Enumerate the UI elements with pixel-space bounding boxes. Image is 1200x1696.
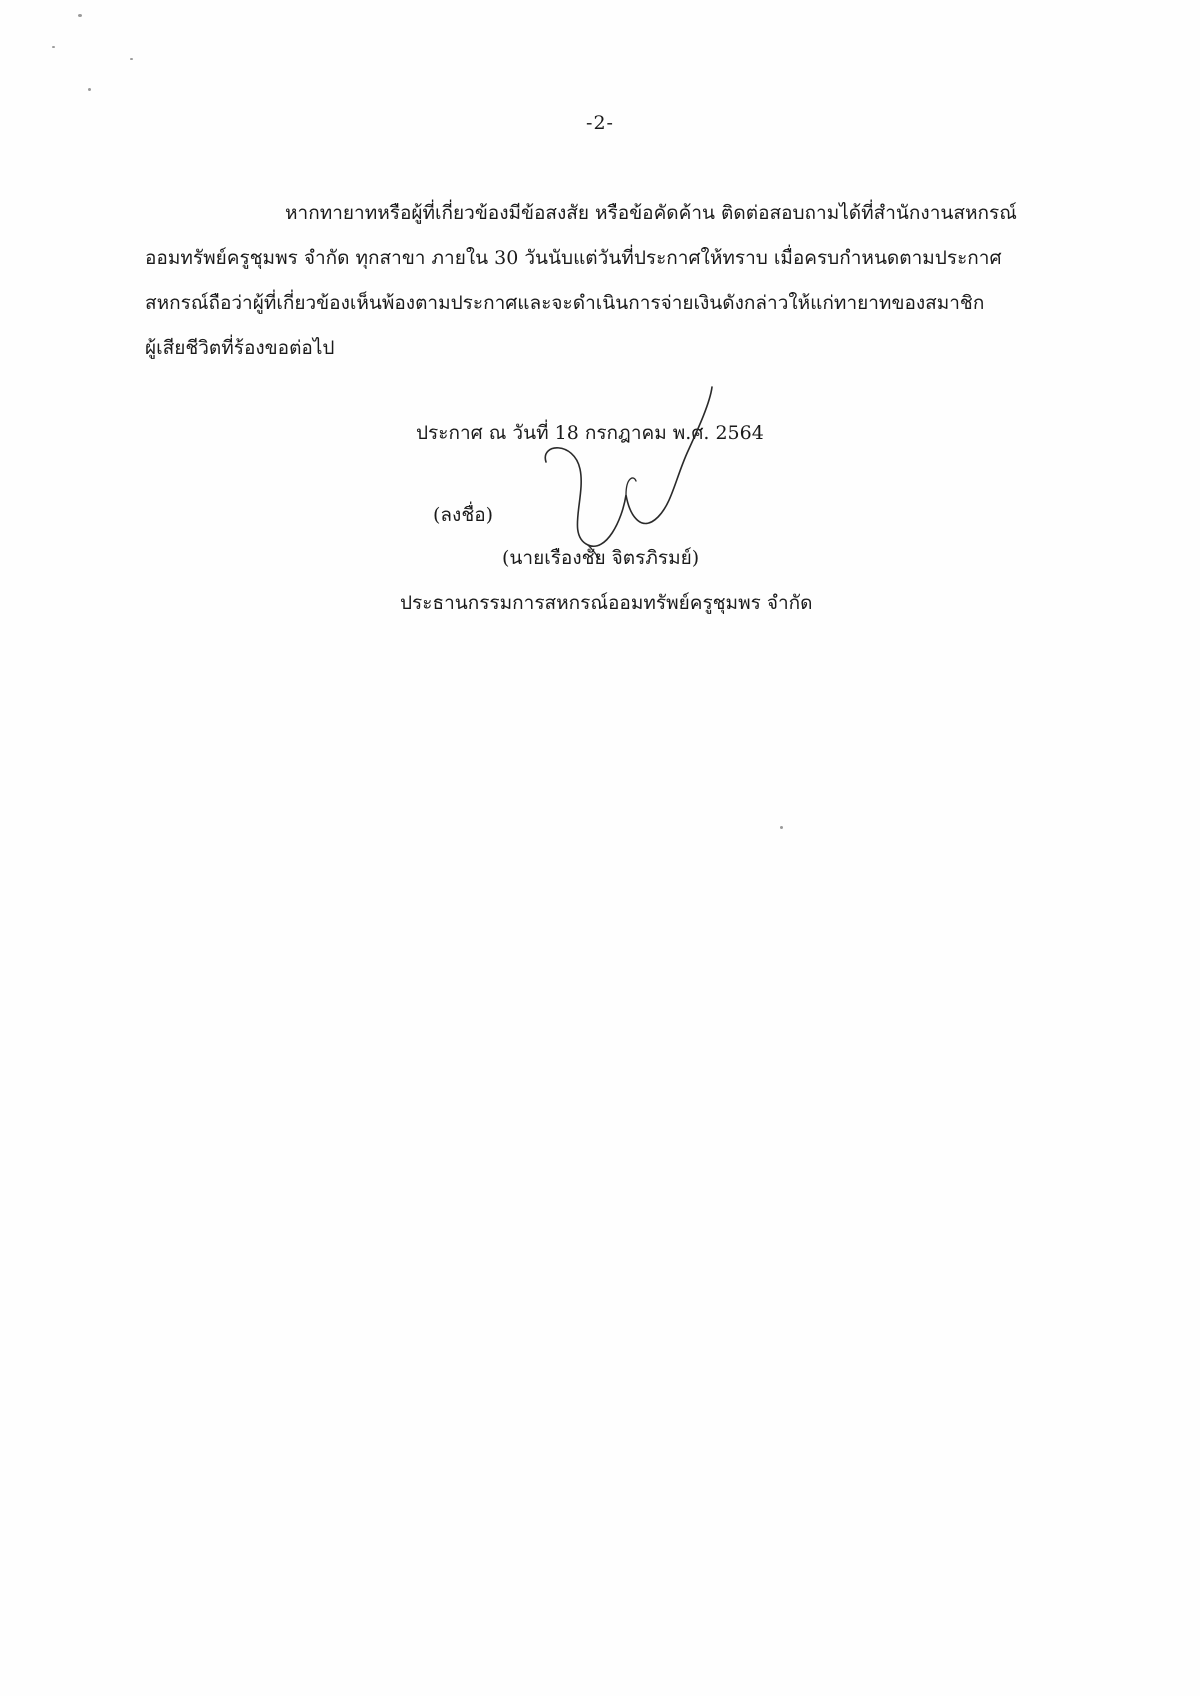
scan-speck (88, 88, 91, 91)
scan-speck (52, 46, 55, 48)
signature-label: (ลงชื่อ) (433, 504, 494, 526)
body-paragraph (145, 198, 1080, 378)
signer-title: ประธานกรรมการสหกรณ์ออมทรัพย์ครูชุมพร จำกัด (400, 592, 813, 614)
scan-speck (78, 14, 82, 17)
scan-speck (130, 58, 133, 60)
paragraph-line: สหกรณ์ถือว่าผู้ที่เกี่ยวข้องเห็นพ้องตามประกาศและจะดำเนินการจ่ายเงินดังกล่าวให้แก่ทายาทของสมาชิก (145, 292, 985, 314)
signer-name: (นายเรืองชัย จิตรภิรมย์) (502, 547, 700, 569)
page-number: -2- (586, 112, 614, 134)
paragraph-line: หากทายาทหรือผู้ที่เกี่ยวข้องมีข้อสงสัย หรือข้อคัดค้าน ติดต่อสอบถามได้ที่สำนักงานสหกรณ์ (285, 202, 1017, 224)
paragraph-line: ออมทรัพย์ครูชุมพร จำกัด ทุกสาขา ภายใน 30 วันนับแต่วันที่ประกาศให้ทราบ เมื่อครบกำหนดตามประกาศ (145, 247, 1002, 269)
handwritten-signature (540, 385, 760, 560)
paragraph-line: ผู้เสียชีวิตที่ร้องขอต่อไป (145, 337, 335, 359)
scan-speck (780, 826, 783, 829)
announcement-date: ประกาศ ณ วันที่ 18 กรกฎาคม พ.ศ. 2564 (416, 422, 764, 444)
